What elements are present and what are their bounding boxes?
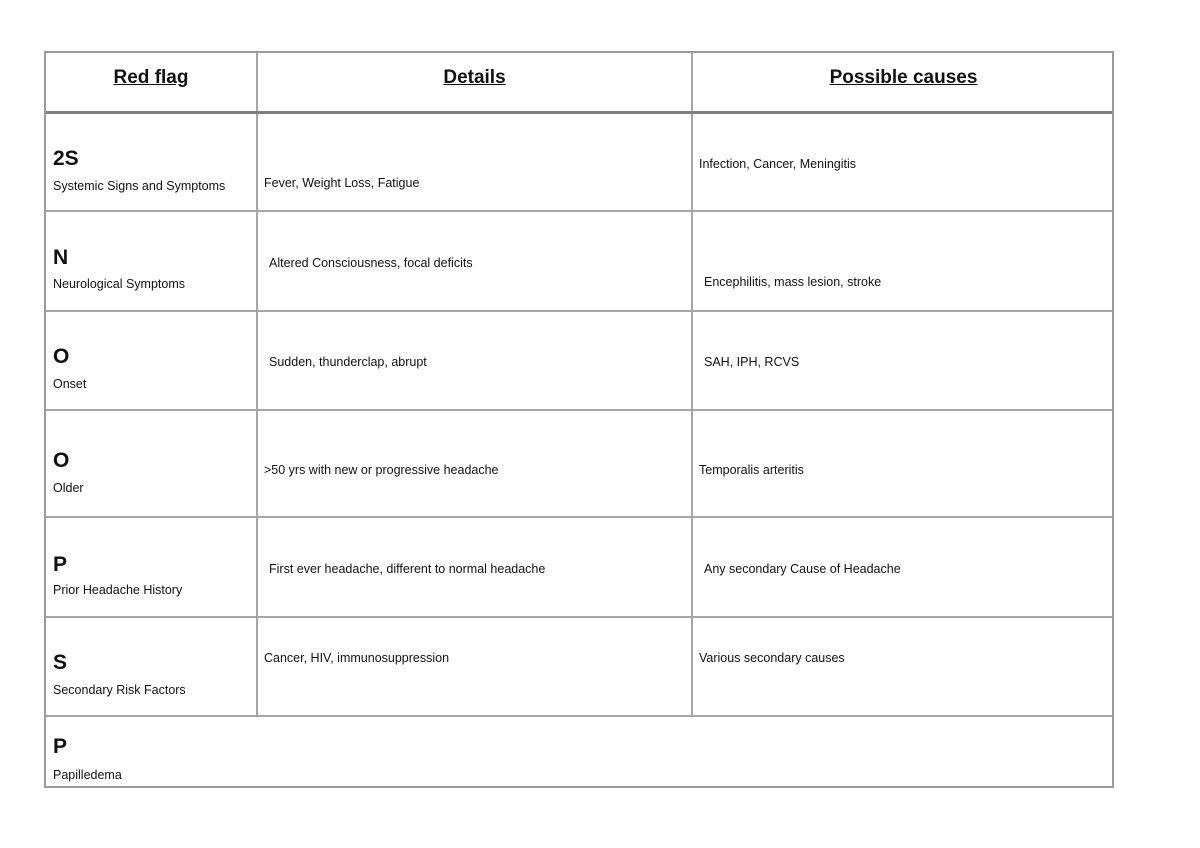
flag-name: Prior Headache History	[53, 583, 183, 597]
causes-text: SAH, IPH, RCVS	[704, 355, 800, 369]
row-divider	[46, 210, 1112, 212]
details-text: First ever headache, different to normal headache	[269, 562, 546, 576]
row-divider	[46, 616, 1112, 618]
flag-name: Neurological Symptoms	[53, 277, 185, 291]
details-text: Sudden, thunderclap, abrupt	[269, 355, 427, 369]
row-divider	[46, 310, 1112, 312]
causes-text: Any secondary Cause of Headache	[704, 562, 901, 576]
flag-letter: O	[53, 345, 70, 368]
flag-letter: O	[53, 449, 70, 472]
row-divider	[46, 409, 1112, 411]
causes-text: Various secondary causes	[699, 651, 845, 665]
details-text: Fever, Weight Loss, Fatigue	[264, 176, 420, 190]
flag-name: Older	[53, 481, 84, 495]
row-divider	[46, 715, 1112, 717]
causes-text: Encephilitis, mass lesion, stroke	[704, 275, 882, 289]
causes-text: Temporalis arteritis	[699, 463, 804, 477]
flag-name: Onset	[53, 377, 87, 391]
header-divider	[46, 111, 1112, 114]
flag-letter: P	[53, 735, 68, 758]
header-possible-causes: Possible causes	[829, 67, 978, 88]
header-details: Details	[443, 67, 506, 88]
red-flags-table	[44, 51, 1114, 788]
flag-name: Papilledema	[53, 768, 122, 782]
flag-letter: N	[53, 246, 69, 269]
row-divider	[46, 516, 1112, 518]
details-text: >50 yrs with new or progressive headache	[264, 463, 499, 477]
details-text: Cancer, HIV, immunosuppression	[264, 651, 450, 665]
flag-letter: P	[53, 553, 68, 576]
details-text: Altered Consciousness, focal deficits	[269, 256, 473, 270]
flag-name: Systemic Signs and Symptoms	[53, 179, 226, 193]
flag-name: Secondary Risk Factors	[53, 683, 186, 697]
flag-letter: S	[53, 651, 68, 674]
header-red-flag: Red flag	[113, 67, 189, 88]
flag-letter: 2S	[53, 147, 79, 170]
causes-text: Infection, Cancer, Meningitis	[699, 157, 857, 171]
